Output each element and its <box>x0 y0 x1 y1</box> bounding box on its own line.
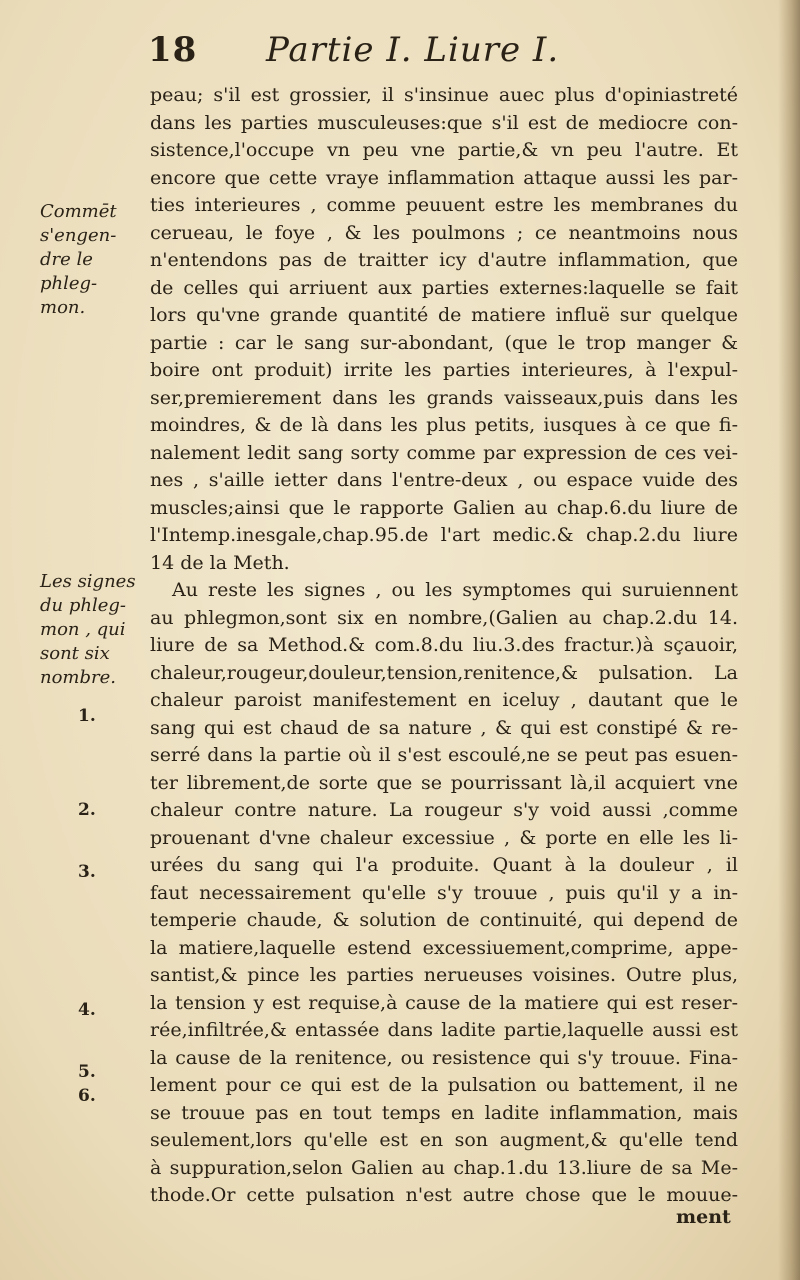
text-line: chaleur contre nature. La rougeur s'y void aussi ,comme <box>150 799 738 821</box>
text-line: sang qui est chaud de sa nature , & qui est constipé & re- <box>150 716 738 739</box>
text-line: 14 de la Meth. <box>150 551 290 574</box>
text-line: thode.Or cette pulsation n'est autre chose que le mouue- <box>150 1184 738 1206</box>
text-line: nes , s'aille ietter dans l'entre-deux , ou espace vuide des <box>150 469 738 491</box>
text-line: dans les parties musculeuses:que s'il est de mediocre con- <box>150 111 738 134</box>
text-line: moindres, & de là dans les plus petits, iusques à ce que fi- <box>150 414 738 436</box>
text-line: temperie chaude, & solution de continuité, qui depend de <box>150 909 738 931</box>
text-line: urées du sang qui l'a produite. Quant à la douleur , il <box>150 854 738 876</box>
text-line: cerueau, le foye , & les poulmons ; ce neantmoins nous <box>150 221 738 244</box>
catchword: ment <box>676 1206 731 1228</box>
text-line: de celles qui arriuent aux parties externes:laquelle se fait <box>150 276 738 299</box>
page-edge-shadow <box>778 0 800 1280</box>
margin-number: 4. <box>78 1000 96 1020</box>
text-line: l'Intemp.inesgale,chap.95.de l'art medic.& chap.2.du liure <box>150 524 738 546</box>
text-line: se trouue pas en tout temps en ladite inflammation, mais <box>150 1101 738 1124</box>
text-line: chaleur paroist manifestement en iceluy , dautant que le <box>150 689 738 711</box>
margin-note-phlegmon-origin: Commēt s'engen- dre le phleg- mon. <box>40 201 117 318</box>
text-line: à suppuration,selon Galien au chap.1.du 13.liure de sa Me- <box>150 1156 738 1179</box>
margin-number: 2. <box>78 800 96 820</box>
text-line: lors qu'vne grande quantité de matiere influë sur quelque <box>150 304 738 326</box>
text-line: seulement,lors qu'elle est en son augment,& qu'elle tend <box>150 1129 738 1151</box>
text-line: peau; s'il est grossier, il s'insinue auec plus d'opiniastreté <box>150 84 738 106</box>
margin-number: 6. <box>78 1086 96 1106</box>
page-header <box>148 30 708 80</box>
text-line: Au reste les signes , ou les symptomes qui suruiennent <box>172 579 738 601</box>
text-line: liure de sa Method.& com.8.du liu.3.des fractur.)à sçauoir, <box>150 634 738 656</box>
text-line: sistence,l'occupe vn peu vne partie,& vn peu l'autre. Et <box>150 139 738 161</box>
running-head: Partie I. Liure I. <box>266 30 560 70</box>
margin-number: 5. <box>78 1062 96 1082</box>
text-line: nalement ledit sang sorty comme par expression de ces vei- <box>150 441 738 464</box>
text-line: rée,infiltrée,& entassée dans ladite partie,laquelle aussi est <box>150 1019 738 1041</box>
text-line: au phlegmon,sont six en nombre,(Galien au chap.2.du 14. <box>150 606 738 629</box>
text-line: ties interieures , comme peuuent estre les membranes du <box>150 194 738 216</box>
text-line: lement pour ce qui est de la pulsation ou battement, il ne <box>150 1074 738 1096</box>
text-line: chaleur,rougeur,douleur,tension,renitence,& pulsation. La <box>150 661 738 684</box>
text-line: la tension y est requise,à cause de la matiere qui est reser- <box>150 991 738 1014</box>
page-number: 18 <box>148 30 198 70</box>
text-line: boire ont produit) irrite les parties interieures, à l'expul- <box>150 359 738 381</box>
text-line: n'entendons pas de traitter icy d'autre inflammation, que <box>150 249 738 271</box>
text-line: ter librement,de sorte que se pourrissant là,il acquiert vne <box>150 771 738 794</box>
text-line: serré dans la partie où il s'est escoulé,ne se peut pas esuen- <box>150 744 738 766</box>
body-text <box>150 82 738 1210</box>
text-line: prouenant d'vne chaleur excessiue , & porte en elle les li- <box>150 826 738 849</box>
text-line: ser,premierement dans les grands vaisseaux,puis dans les <box>150 386 738 409</box>
margin-number: 1. <box>78 706 96 726</box>
margin-number: 3. <box>78 862 96 882</box>
margin-note-phlegmon-signs: Les signes du phleg- mon , qui sont six nombre. <box>40 571 136 688</box>
text-line: faut necessairement qu'elle s'y trouue , puis qu'il y a in- <box>150 881 738 904</box>
text-line: muscles;ainsi que le rapporte Galien au chap.6.du liure de <box>150 496 738 519</box>
text-line: santist,& pince les parties nerueuses voisines. Outre plus, <box>150 964 738 986</box>
text-line: la matiere,laquelle estend excessiuement,comprime, appe- <box>150 936 738 959</box>
text-line: partie : car le sang sur-abondant, (que le trop manger & <box>150 331 738 354</box>
text-line: la cause de la renitence, ou resistence qui s'y trouue. Fina- <box>150 1046 738 1069</box>
text-line: encore que cette vraye inflammation attaque aussi les par- <box>150 166 738 189</box>
